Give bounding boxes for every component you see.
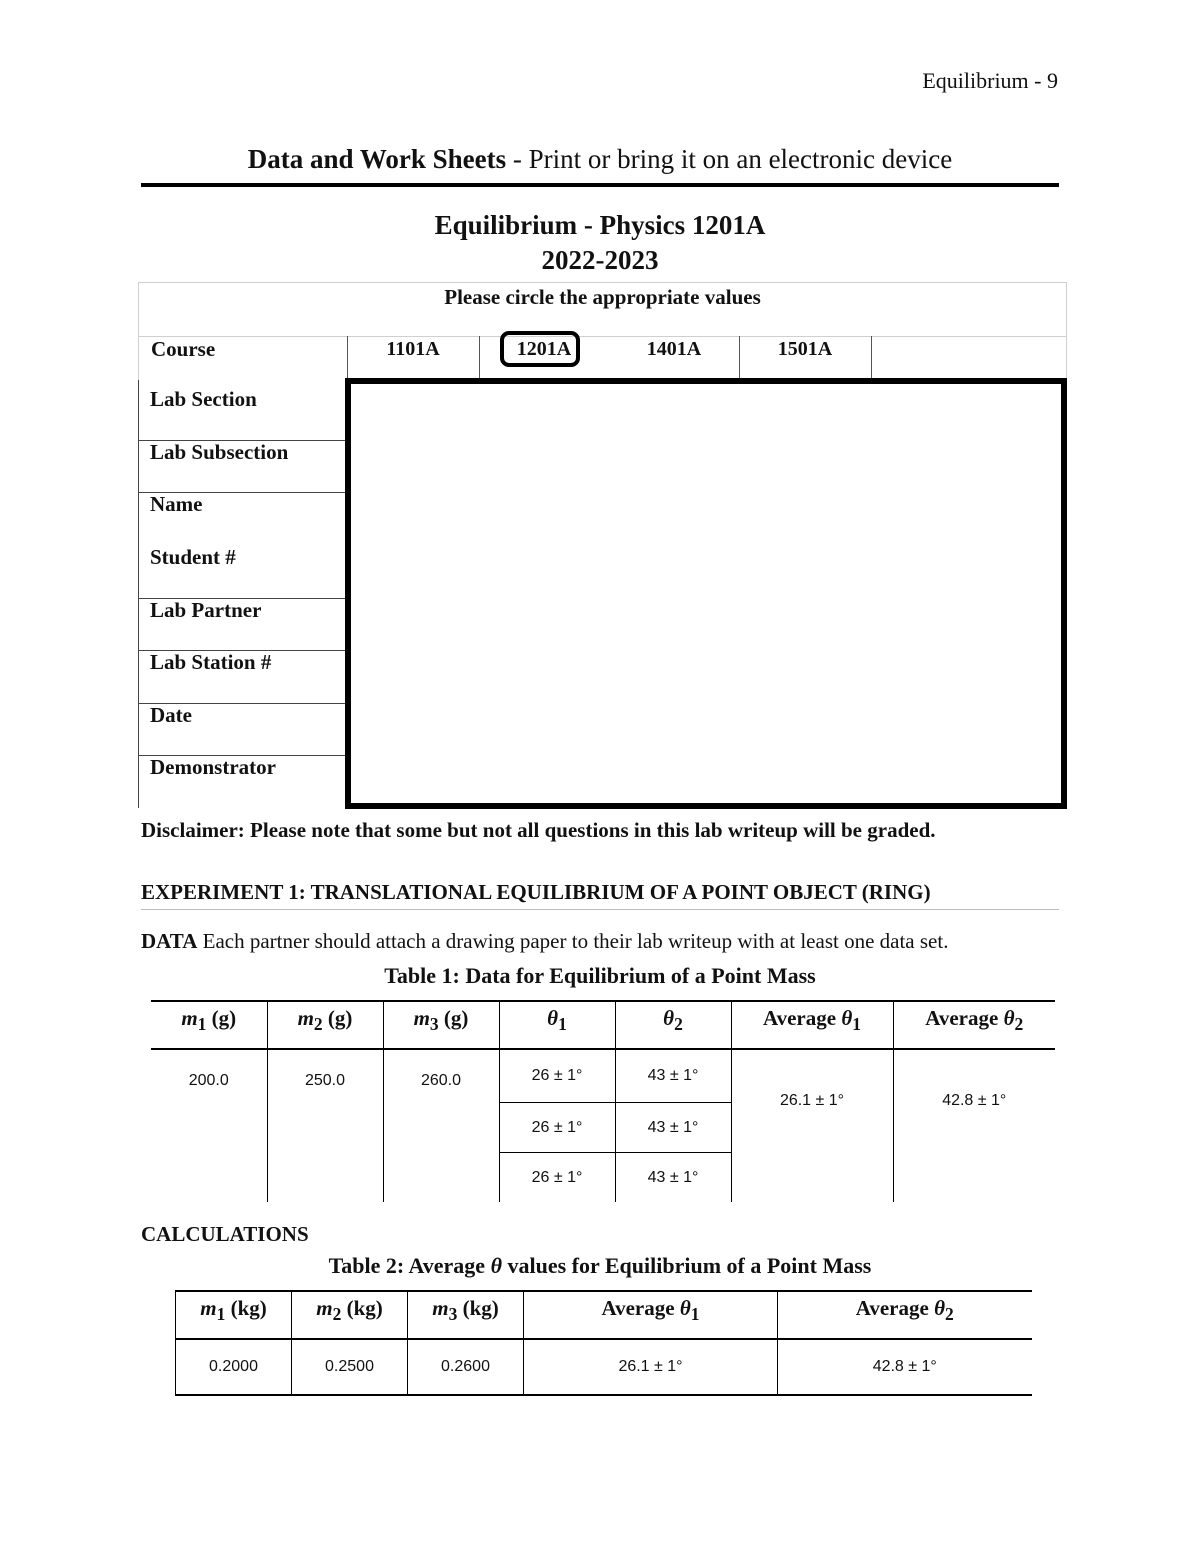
course-option-1101a[interactable]: 1101A [386,338,440,360]
table1-cell-empty [731,1153,893,1203]
table1-cell-theta1: 26 ± 1° [499,1153,615,1203]
table2-header-m3: $m_3$ (kg) [408,1291,524,1339]
table1 [151,1000,1055,1202]
table1-cell-avg-theta1: 26.1 ± 1° [731,1049,893,1153]
field-label-lab-station: Lab Station # [150,650,272,674]
table1-header-m3: $m_3$ (g) [383,1001,499,1049]
course-option-1501a[interactable]: 1501A [777,338,833,360]
course-row [138,336,1067,380]
table2-cell-m1: 0.2000 [176,1339,292,1395]
table1-cell-theta2: 43 ± 1° [615,1103,731,1153]
page-header: Equilibrium - 9 [922,68,1058,93]
table2-cell-avg-theta2: 42.8 ± 1° [778,1339,1032,1395]
disclaimer: Disclaimer: Please note that some but not all questions in this lab writeup will be graded. [141,818,936,842]
table1-header-m1: $m_1$ (g) [151,1001,267,1049]
field-label-student-number: Student # [150,545,236,569]
course-option-1401a[interactable]: 1401A [646,338,702,360]
table2 [175,1290,1032,1396]
form-instruction: Please circle the appropriate values [138,282,1067,337]
course-label: Course [151,337,216,361]
sheet-title-rest: - Print or bring it on an electronic device [506,144,953,174]
table1-cell-theta1: 26 ± 1° [499,1049,615,1103]
table1-header-avg-theta1: Average $\theta_1$ [731,1001,893,1049]
table1-caption: Table 1: Data for Equilibrium of a Point Mass [384,963,816,988]
course-option-1201a[interactable]: 1201A [516,338,572,360]
sheet-title-bold: Data and Work Sheets [247,144,507,174]
field-label-name: Name [150,492,203,516]
data-note-text: Each partner should attach a drawing paper to their lab writeup with at least one data set. [197,929,949,953]
table2-header-row [176,1291,1032,1339]
doc-title [0,208,1200,278]
table1-cell-theta1: 26 ± 1° [499,1103,615,1153]
table2-caption: Table 2: Average θ values for Equilibrium of a Point Mass [328,1253,872,1278]
data-note [141,929,948,954]
doc-title-line1: Equilibrium - Physics 1201A [434,210,766,240]
form-left-border [138,380,139,808]
table2-cell-m2: 0.2500 [292,1339,408,1395]
title-rule [141,183,1059,187]
table1-cell-avg-theta2: 42.8 ± 1° [893,1049,1055,1153]
course-selection-circle [500,331,580,367]
course-divider [871,336,872,379]
field-label-lab-subsection: Lab Subsection [150,440,289,464]
table2-header-avg-theta2: Average $\theta_2$ [778,1291,1032,1339]
table2-header-avg-theta1: Average $\theta_1$ [524,1291,778,1339]
calculations-heading: CALCULATIONS [141,1222,309,1246]
experiment-rule [141,909,1059,910]
doc-title-line2: 2022-2023 [541,245,659,275]
table1-header-avg-theta2: Average $\theta_2$ [893,1001,1055,1049]
table1-cell-theta2: 43 ± 1° [615,1153,731,1203]
table2-header-m2: $m_2$ (kg) [292,1291,408,1339]
data-label: DATA [141,929,198,953]
table-row [176,1339,1032,1395]
table1-cell-m3: 260.0 [383,1049,499,1202]
sheet-title [0,144,1200,175]
experiment-heading: EXPERIMENT 1: TRANSLATIONAL EQUILIBRIUM OF A POINT OBJECT (RING) [141,880,931,904]
table2-cell-m3: 0.2600 [408,1339,524,1395]
field-label-date: Date [150,703,192,727]
field-label-demonstrator: Demonstrator [150,755,276,779]
table1-header-theta1: $\theta_1$ [499,1001,615,1049]
table1-cell-m1: 200.0 [188,1072,229,1089]
table1-header-row [151,1001,1055,1049]
table2-header-m1: $m_1$ (kg) [176,1291,292,1339]
table2-cell-avg-theta1: 26.1 ± 1° [524,1339,778,1395]
table1-header-m2: $m_2$ (g) [267,1001,383,1049]
table1-cell-empty [893,1153,1055,1203]
table-row [151,1049,1055,1103]
table1-cell-theta2: 43 ± 1° [615,1049,731,1103]
field-label-lab-section: Lab Section [150,387,257,411]
field-label-lab-partner: Lab Partner [150,598,262,622]
table1-header-theta2: $\theta_2$ [615,1001,731,1049]
table1-cell-m2: 250.0 [267,1049,383,1202]
info-form [138,282,1067,809]
student-entry-box[interactable] [345,378,1067,809]
